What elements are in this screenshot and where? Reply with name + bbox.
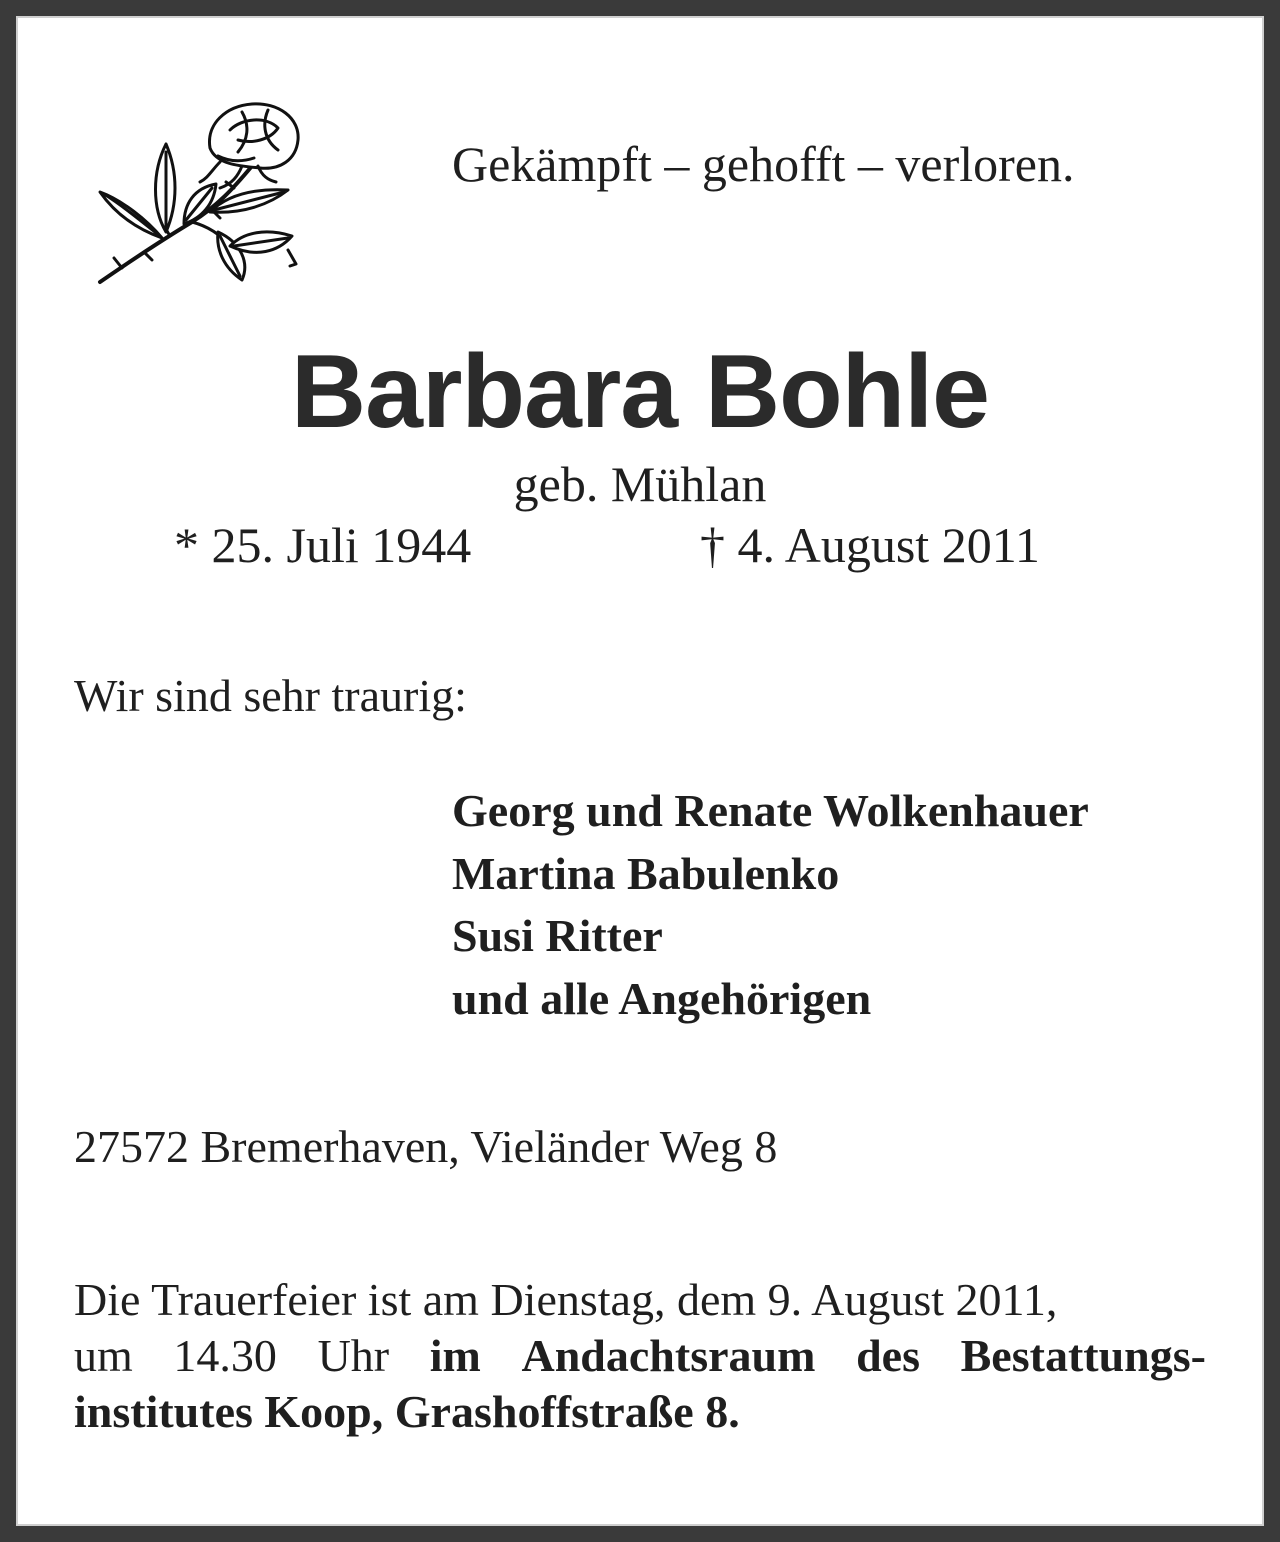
service-word: 14.30: [173, 1330, 277, 1381]
address: 27572 Bremerhaven, Vieländer Weg 8: [74, 1121, 778, 1172]
motto: Gekämpft – gehofft – verloren.: [452, 136, 1075, 192]
birth-date: * 25. Juli 1944: [174, 517, 472, 573]
service-line-2: [74, 1328, 1206, 1384]
service-info: [74, 1272, 1206, 1440]
service-line-1: Die Trauerfeier ist am Dienstag, dem 9. August 2011,: [74, 1274, 1058, 1325]
service-word: um: [74, 1330, 133, 1381]
service-word-bold: des: [856, 1330, 920, 1381]
deceased-name: Barbara Bohle: [291, 334, 989, 450]
service-word-bold: Andachtsraum: [521, 1330, 816, 1381]
death-date: † 4. August 2011: [700, 517, 1040, 573]
mourner-entry: Martina Babulenko: [452, 847, 840, 899]
mourner-entry: und alle Angehörigen: [452, 972, 872, 1024]
mourner-entry: Susi Ritter: [452, 910, 663, 961]
service-line-3: institutes Koop, Grashoffstraße 8.: [74, 1386, 740, 1437]
mourning-intro: Wir sind sehr traurig:: [74, 670, 467, 721]
mourners-list: [452, 780, 1089, 1030]
maiden-name: geb. Mühlan: [513, 456, 767, 512]
service-word-bold: Bestattungs-: [960, 1330, 1206, 1381]
rose-icon: [92, 100, 307, 292]
mourner-entry: Georg und Renate Wolkenhauer: [452, 785, 1089, 836]
service-word-bold: im: [429, 1330, 481, 1381]
service-word: Uhr: [317, 1330, 390, 1381]
